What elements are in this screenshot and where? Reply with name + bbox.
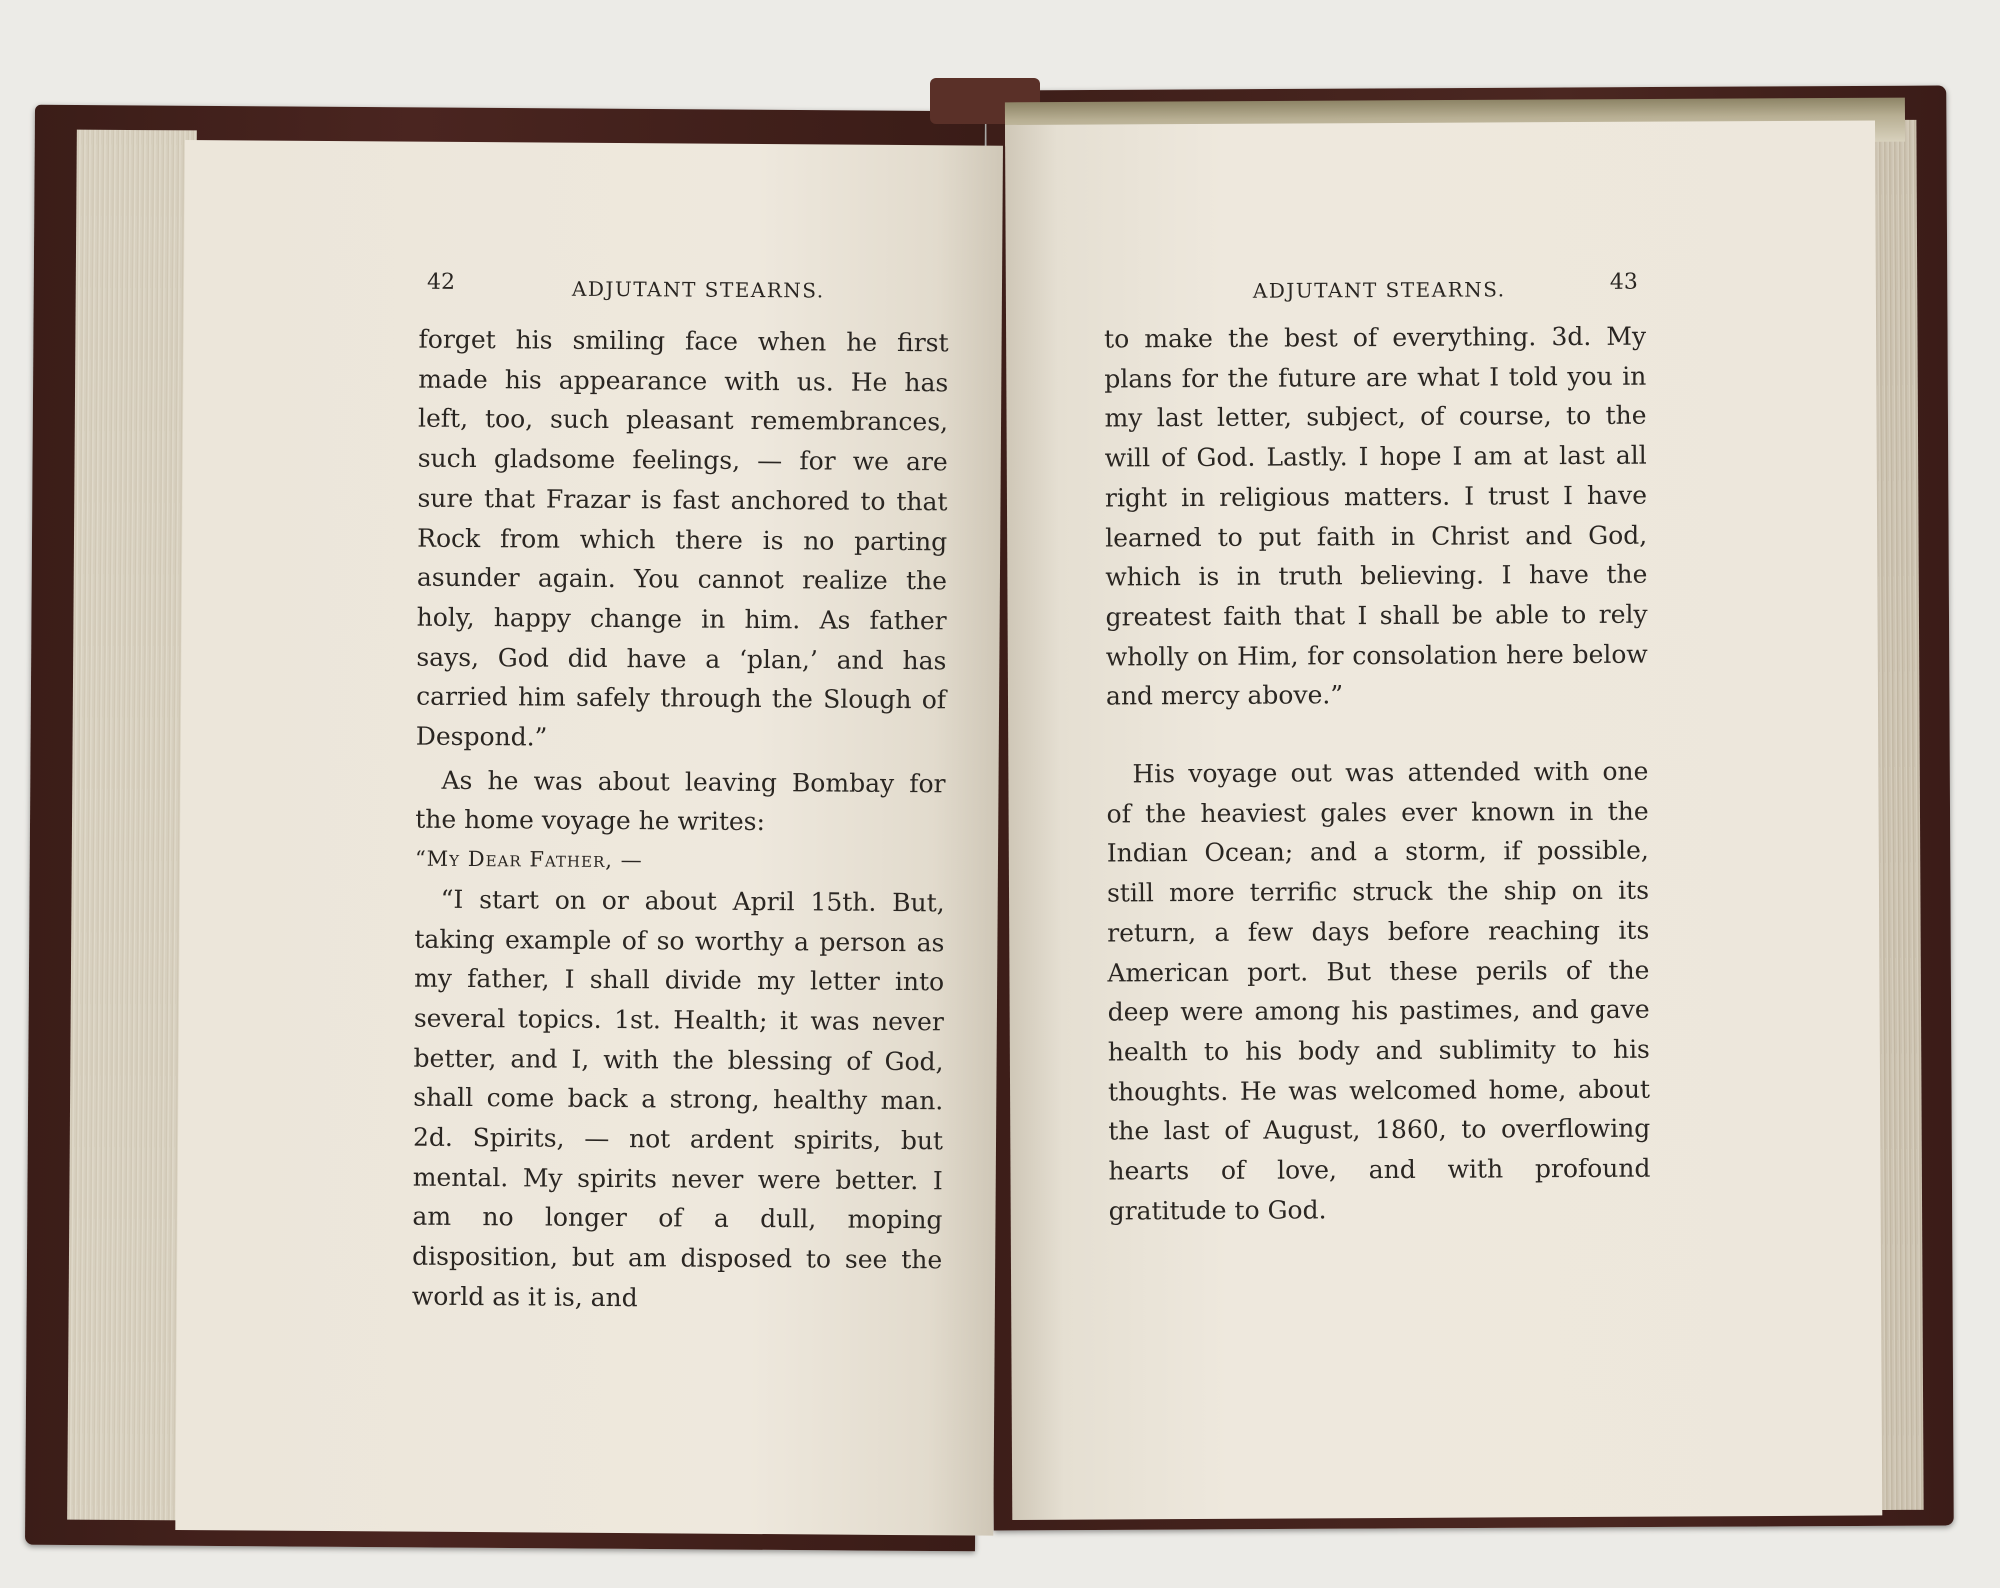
left-page-number: 42	[426, 269, 456, 295]
letter-salutation: “My Dear Father, —	[414, 846, 643, 873]
right-text-block	[1104, 317, 1651, 1231]
right-running-head: ADJUTANT STEARNS.	[1252, 277, 1506, 303]
left-page	[175, 140, 1003, 1536]
paragraph-gap	[1106, 714, 1648, 755]
right-paragraph-2: His voyage out was attended with one of the heaviest gales ever known in the Indian Ocean; and a storm, if possible, still more terrific struck the ship on its return, a few days before reaching its American port. But these perils of the deep were among his pastimes, and gave health to his body and sublimity to his thoughts. He was welcomed home, about the last of August, 1860, to overflowing hearts of love, and with profound gratitude to God.	[1106, 756, 1651, 1226]
left-running-head: ADJUTANT STEARNS.	[571, 276, 825, 303]
right-paragraph-1: to make the best of everything. 3d. My plans for the future are what I told you in my last letter, subject, of course, to the will of God. Lastly. I hope I am at last all right in religious matters. I trust I have learned to put faith in Christ and God, which is in truth believing. I have the greatest faith that I shall be able to rely wholly on Him, for consolation here below and mercy above.”	[1104, 321, 1648, 711]
left-paragraph-3: “I start on or about April 15th. But, taking example of so worthy a person as my father, I shall divide my letter into several topics. 1st. Health; it was never better, and I, with the blessing of God, shall come back a strong, healthy man. 2d. Spirits, — not ardent spirits, but mental. My spirits never were better. I am no longer of a dull, moping disposition, but am disposed to see the world as it is, and	[411, 884, 945, 1313]
left-paragraph-1: forget his smiling face when he first made his appearance with us. He has left, too, such pleasant remembrances, such gladsome feelings, — for we are sure that Frazar is fast anchored to that Rock from which there is no parting asunder again. You cannot realize the holy, happy change in him. As father says, God did have a ‘plan,’ and has carried him safely through the Slough of Despond.”	[415, 324, 949, 752]
right-page	[1005, 120, 1882, 1520]
left-text-block	[412, 320, 949, 1320]
right-page-number: 43	[1609, 269, 1638, 295]
left-paragraph-2: As he was about leaving Bombay for the home voyage he writes:	[415, 765, 946, 837]
